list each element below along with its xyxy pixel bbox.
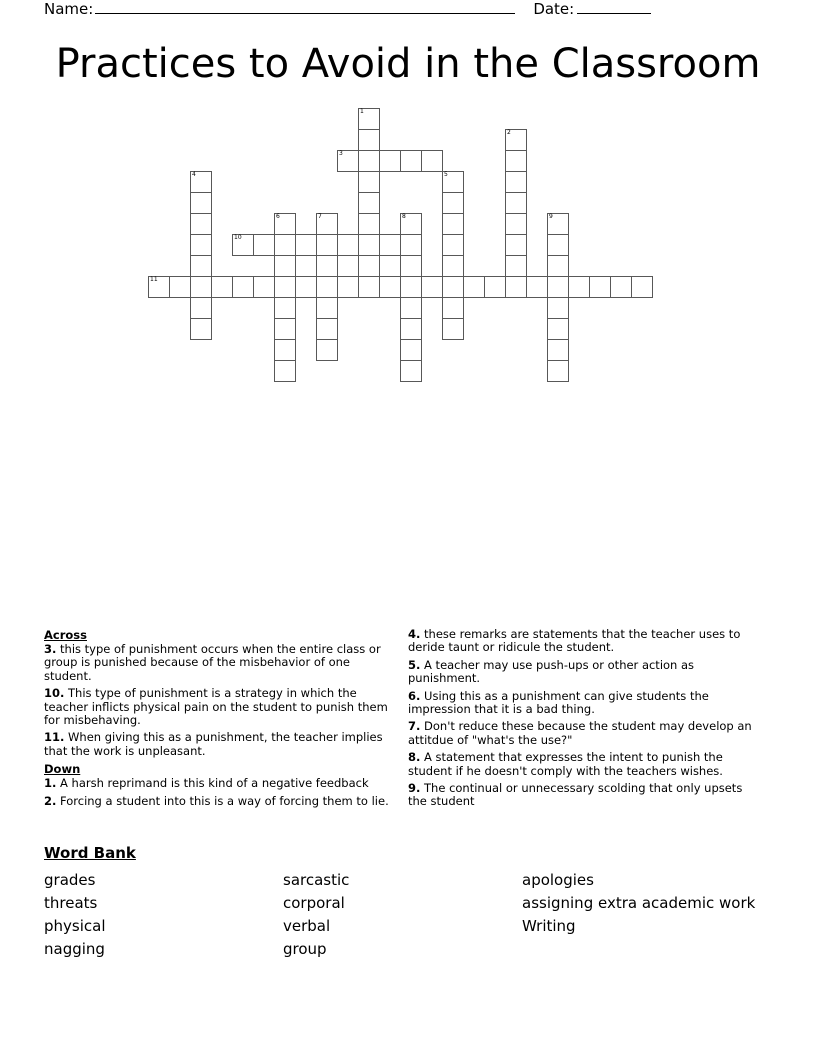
crossword-cell-number: 5	[444, 171, 448, 178]
name-label: Name:	[44, 0, 94, 18]
crossword-cell[interactable]	[421, 276, 443, 298]
clue-down-5	[408, 659, 760, 686]
crossword-cell[interactable]	[379, 276, 401, 298]
word-bank-item: group	[283, 940, 327, 958]
crossword-cell[interactable]	[547, 339, 569, 361]
crossword-cell[interactable]	[568, 276, 590, 298]
crossword-cell-number: 11	[150, 276, 158, 283]
crossword-cell[interactable]	[148, 276, 170, 298]
clue-down-8	[408, 751, 760, 778]
crossword-cell[interactable]	[358, 276, 380, 298]
word-bank-item: assigning extra academic work	[522, 894, 756, 912]
crossword-cell[interactable]	[232, 276, 254, 298]
crossword-cell[interactable]	[274, 234, 296, 256]
clue-down-6	[408, 690, 760, 717]
word-bank-column-1	[44, 869, 283, 961]
crossword-cell[interactable]	[442, 318, 464, 340]
clue-across-11	[44, 731, 396, 758]
clue-number: 5.	[408, 657, 421, 672]
word-bank-item: Writing	[522, 917, 576, 935]
name-date-row	[44, 0, 772, 26]
crossword-cell[interactable]	[442, 255, 464, 277]
crossword-cell[interactable]	[400, 150, 422, 172]
clue-text: A harsh reprimand is this kind of a negative feedback	[60, 776, 369, 791]
crossword-cell[interactable]	[232, 234, 254, 256]
crossword-cell[interactable]	[337, 234, 359, 256]
clue-number: 2.	[44, 793, 57, 808]
word-bank-item: apologies	[522, 871, 594, 889]
crossword-cell[interactable]	[190, 213, 212, 235]
crossword-cell[interactable]	[169, 276, 191, 298]
word-bank-columns	[44, 869, 772, 961]
clues-section	[44, 628, 772, 818]
crossword-cell[interactable]	[547, 297, 569, 319]
crossword-cell[interactable]	[253, 234, 275, 256]
crossword-cell[interactable]	[442, 234, 464, 256]
crossword-cell[interactable]	[190, 192, 212, 214]
crossword-cell[interactable]	[358, 171, 380, 193]
crossword-cell[interactable]	[400, 255, 422, 277]
crossword-cell[interactable]	[400, 234, 422, 256]
word-bank-item: grades	[44, 871, 96, 889]
crossword-cell[interactable]	[400, 360, 422, 382]
crossword-cell-number: 3	[339, 150, 343, 157]
crossword-cell-number: 2	[507, 129, 511, 136]
clue-down-2	[44, 795, 396, 808]
crossword-cell[interactable]	[547, 318, 569, 340]
crossword-cell[interactable]	[547, 213, 569, 235]
crossword-cell[interactable]	[316, 339, 338, 361]
crossword-cell[interactable]	[442, 192, 464, 214]
crossword-cell[interactable]	[505, 171, 527, 193]
clue-number: 1.	[44, 776, 57, 791]
crossword-cell[interactable]	[274, 255, 296, 277]
word-bank-item: nagging	[44, 940, 105, 958]
crossword-cell[interactable]	[442, 297, 464, 319]
word-bank-item: threats	[44, 894, 98, 912]
crossword-cell[interactable]	[400, 339, 422, 361]
crossword-cell[interactable]	[610, 276, 632, 298]
crossword-cell-number: 1	[360, 108, 364, 115]
word-bank-section	[44, 843, 772, 961]
crossword-cell[interactable]	[295, 234, 317, 256]
crossword-cell[interactable]	[211, 276, 233, 298]
date-blank-line[interactable]	[577, 13, 651, 14]
clue-number: 11.	[44, 730, 65, 745]
date-label: Date:	[533, 0, 575, 18]
crossword-cell[interactable]	[547, 255, 569, 277]
crossword-cell[interactable]	[547, 276, 569, 298]
crossword-cell[interactable]	[358, 255, 380, 277]
crossword-cell[interactable]	[400, 318, 422, 340]
crossword-cell[interactable]	[442, 171, 464, 193]
crossword-cell[interactable]	[484, 276, 506, 298]
clue-down-4	[408, 628, 760, 655]
clue-text: Using this as a punishment can give students the impression that it is a bad thing.	[408, 688, 709, 717]
crossword-cell[interactable]	[274, 339, 296, 361]
crossword-cell[interactable]	[316, 276, 338, 298]
crossword-cell[interactable]	[358, 192, 380, 214]
crossword-cell[interactable]	[589, 276, 611, 298]
crossword-cell[interactable]	[190, 234, 212, 256]
crossword-cell[interactable]	[631, 276, 653, 298]
clues-column-left	[44, 628, 396, 812]
crossword-cell-number: 8	[402, 213, 406, 220]
clue-across-10	[44, 687, 396, 727]
crossword-cell[interactable]	[316, 213, 338, 235]
clue-number: 6.	[408, 688, 421, 703]
crossword-cell[interactable]	[400, 297, 422, 319]
word-bank-heading: Word Bank	[44, 844, 136, 862]
crossword-cell[interactable]	[505, 255, 527, 277]
crossword-cell[interactable]	[190, 297, 212, 319]
word-bank-column-3	[522, 869, 772, 961]
word-bank-item: corporal	[283, 894, 345, 912]
crossword-cell-number: 4	[192, 171, 196, 178]
clues-column-right	[408, 628, 760, 813]
clue-text: This type of punishment is a strategy in which the teacher inflicts physical pain on the student to punish them for misbehaving.	[44, 686, 388, 728]
crossword-puzzle	[0, 104, 816, 364]
crossword-cell[interactable]	[400, 276, 422, 298]
page-title: Practices to Avoid in the Classroom	[55, 41, 761, 87]
crossword-cell[interactable]	[379, 150, 401, 172]
crossword-cell-number: 7	[318, 213, 322, 220]
crossword-cell[interactable]	[337, 276, 359, 298]
clue-text: A statement that expresses the intent to punish the student if he doesn't comply with the teachers wishes.	[408, 750, 723, 778]
clue-text: A teacher may use push-ups or other action as punishment.	[408, 657, 695, 686]
crossword-cell[interactable]	[316, 318, 338, 340]
crossword-cell[interactable]	[274, 318, 296, 340]
clue-text: When giving this as a punishment, the teacher implies that the work is unpleasant.	[44, 730, 383, 758]
crossword-cell[interactable]	[190, 171, 212, 193]
clue-text: these remarks are statements that the teacher uses to deride taunt or ridicule the student.	[408, 627, 741, 655]
crossword-cell[interactable]	[442, 213, 464, 235]
crossword-cell[interactable]	[358, 234, 380, 256]
clue-number: 3.	[44, 642, 57, 656]
crossword-cell[interactable]	[526, 276, 548, 298]
crossword-cell[interactable]	[274, 297, 296, 319]
clue-across-3	[44, 643, 396, 683]
clue-number: 10.	[44, 686, 65, 701]
crossword-cell-number: 10	[234, 234, 242, 241]
crossword-cell[interactable]	[463, 276, 485, 298]
crossword-cell[interactable]	[400, 213, 422, 235]
crossword-cell[interactable]	[358, 150, 380, 172]
crossword-cell[interactable]	[358, 213, 380, 235]
word-bank-item: physical	[44, 917, 106, 935]
crossword-cell[interactable]	[190, 318, 212, 340]
crossword-cell[interactable]	[505, 213, 527, 235]
crossword-cell[interactable]	[547, 360, 569, 382]
crossword-cell[interactable]	[274, 213, 296, 235]
clue-down-9	[408, 782, 760, 809]
crossword-cell[interactable]	[505, 150, 527, 172]
crossword-cell[interactable]	[505, 129, 527, 151]
crossword-cell[interactable]	[358, 129, 380, 151]
clue-number: 4.	[408, 627, 421, 641]
crossword-cell[interactable]	[274, 276, 296, 298]
crossword-cell[interactable]	[190, 255, 212, 277]
crossword-cell[interactable]	[505, 234, 527, 256]
clue-number: 7.	[408, 719, 421, 734]
crossword-cell[interactable]	[421, 150, 443, 172]
crossword-cell[interactable]	[379, 234, 401, 256]
crossword-cell[interactable]	[253, 276, 275, 298]
clue-text: The continual or unnecessary scolding that only upsets the student	[408, 781, 743, 809]
down-heading: Down	[44, 762, 81, 777]
crossword-cell-number: 6	[276, 213, 280, 220]
clue-text: Forcing a student into this is a way of forcing them to lie.	[60, 793, 389, 808]
clue-text: Don't reduce these because the student may develop an attitdue of "what's the use?"	[408, 719, 752, 747]
crossword-cell[interactable]	[337, 150, 359, 172]
crossword-cell[interactable]	[547, 234, 569, 256]
crossword-cell[interactable]	[505, 192, 527, 214]
crossword-cell[interactable]	[295, 276, 317, 298]
word-bank-column-2	[283, 869, 522, 961]
crossword-cell[interactable]	[442, 276, 464, 298]
clue-down-7	[408, 720, 760, 747]
name-blank-line[interactable]	[95, 13, 515, 14]
across-heading: Across	[44, 628, 87, 642]
crossword-cell[interactable]	[274, 360, 296, 382]
word-bank-item: sarcastic	[283, 871, 350, 889]
word-bank-item: verbal	[283, 917, 331, 935]
clue-number: 9.	[408, 781, 421, 796]
crossword-cell[interactable]	[316, 255, 338, 277]
crossword-cell[interactable]	[316, 234, 338, 256]
clue-down-1	[44, 777, 396, 790]
clue-text: this type of punishment occurs when the entire class or group is punished because of the misbehavior of one student.	[44, 642, 381, 683]
clue-number: 8.	[408, 750, 421, 765]
crossword-cell[interactable]	[505, 276, 527, 298]
crossword-cell[interactable]	[190, 276, 212, 298]
crossword-cell[interactable]	[316, 297, 338, 319]
crossword-cell-number: 9	[549, 213, 553, 220]
crossword-cell[interactable]	[358, 108, 380, 130]
